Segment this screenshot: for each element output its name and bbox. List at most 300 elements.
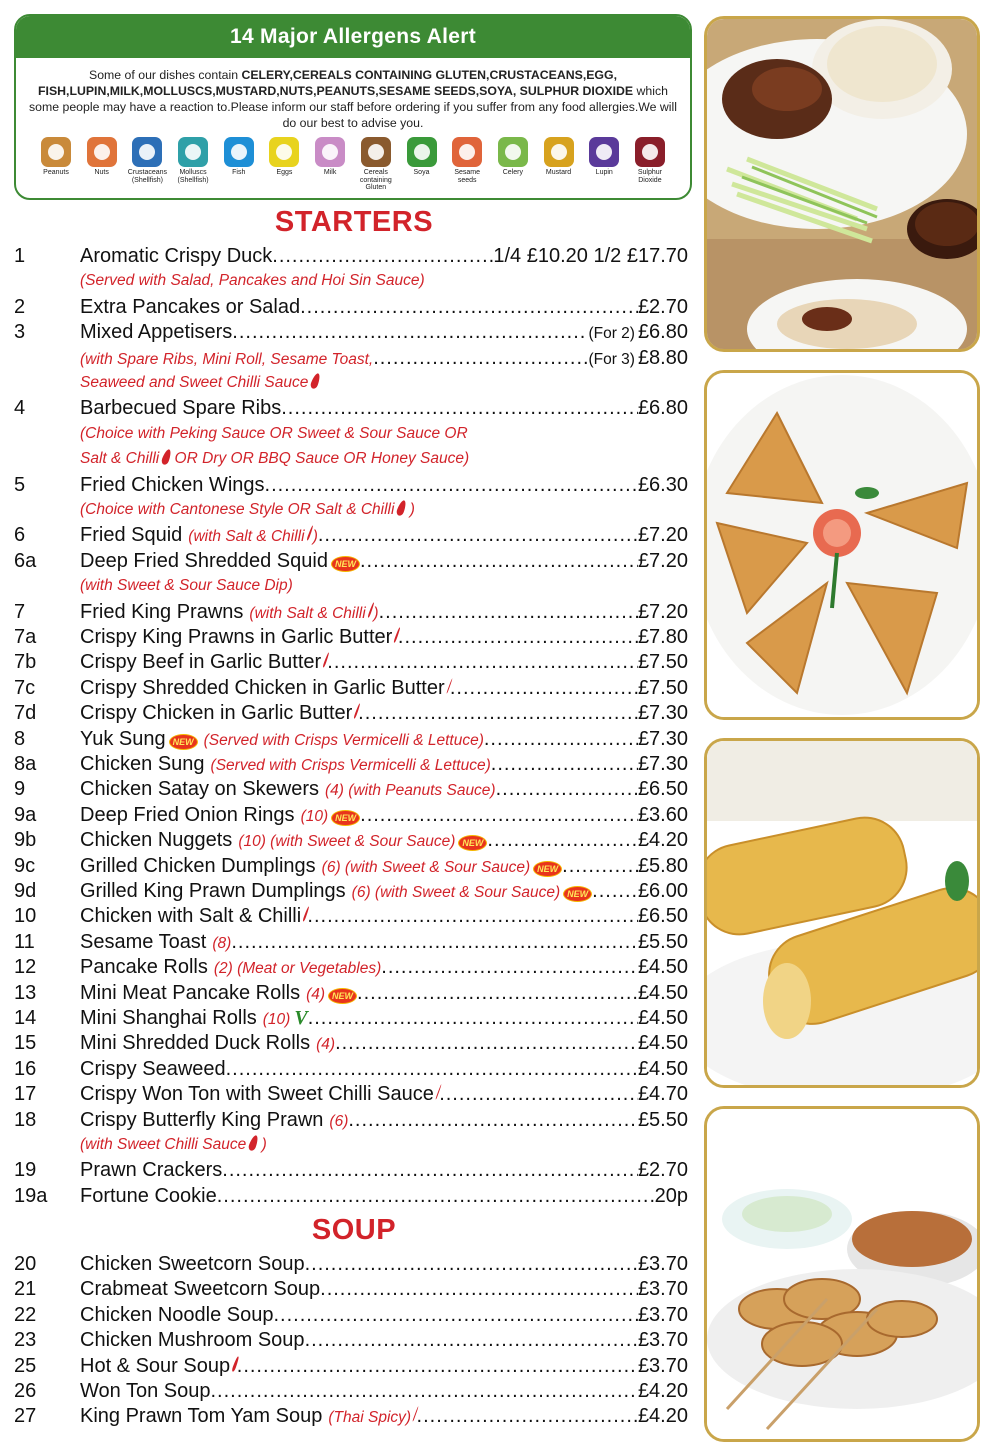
item-price: £7.20 [637,600,688,623]
allergen-icon-label: Molluscs (Shellfish) [177,169,209,184]
item-price: £3.60 [637,803,688,826]
item-name: Grilled King Prawn Dumplings [80,880,346,902]
soya-icon [407,137,437,167]
item-note: (10) [262,1011,291,1028]
menu-item [14,930,688,955]
allergen-icon-label: Soya [413,169,430,176]
menu-item [14,549,688,574]
item-price: £3.70 [637,1329,688,1352]
item-portion: (For 2) [588,325,635,343]
menu-item [14,396,688,421]
item-description-text: (with Sweet Chilli Sauce [80,1136,247,1153]
menu-item [14,879,688,904]
dot-leader [272,244,493,269]
dot-leader [237,1354,638,1379]
item-description [80,422,468,446]
menu-item [14,1158,688,1183]
item-number: 7b [14,651,37,674]
allergen-icon-label: Nuts [94,169,109,176]
menu-item [14,625,688,650]
item-name: Fried Squid [80,524,183,547]
allergen-icon-item [173,137,213,192]
menu-item [14,1184,688,1209]
item-name: Chicken Noodle Soup [80,1303,274,1326]
item-name: Sesame Toast [80,930,207,953]
item-number: 6a [14,549,37,572]
allergen-icon-item [630,137,670,192]
item-number: 17 [14,1083,37,1106]
item-price: £6.50 [637,778,688,801]
item-name: Won Ton Soup [80,1380,211,1402]
item-name: Extra Pancakes or Salad [80,295,301,318]
menu-item [14,777,688,802]
item-note: ) [312,528,318,546]
dot-leader [318,523,638,548]
menu-item [14,320,688,345]
dot-leader [281,396,638,421]
new-badge: NEW [458,835,487,851]
item-price: £7.50 [637,651,688,674]
allergen-list: CELERY,CEREALS CONTAINING GLUTEN,CRUSTACEANS,EGG, FISH,LUPIN,MILK,MOLLUSCS,MUSTARD,NUTS,PEANUTS,SESAME SEEDS,SOYA, SULPHUR DIOXIDE [38,68,634,98]
dot-leader [360,803,638,828]
item-name: Chicken with Salt & Chilli [80,905,302,928]
dot-leader [417,1404,638,1429]
menu-item [14,803,688,828]
item-name: Pancake Rolls [80,956,208,979]
allergen-icon-item [493,137,533,192]
item-name: Prawn Crackers [80,1159,223,1182]
item-number: 26 [14,1380,37,1402]
menu-item [14,1404,688,1429]
item-price: £6.00 [637,880,688,902]
allergen-icon-label: Milk [323,169,337,176]
new-badge: NEW [563,886,592,902]
menu-item [14,295,688,320]
menu-item [14,600,688,625]
item-price: £7.30 [637,727,688,750]
allergen-icon-item [127,137,167,192]
spring-rolls-photo [704,738,980,1088]
allergen-icon-label: Eggs [276,169,293,176]
item-number: 9c [14,854,36,877]
item-note: (2) (Meat or Vegetables) [213,960,382,978]
item-price: £4.50 [637,956,688,979]
allergen-icon-shape [322,144,338,160]
item-description-text: (with Sweet & Sour Sauce Dip) [80,577,293,595]
menu-item [14,828,688,853]
allergen-icon-shape [139,144,155,160]
dot-leader [308,1006,638,1031]
item-price: £6.80 [637,397,688,420]
item-price: 20p [654,1184,688,1207]
item-description [80,1133,267,1157]
allergen-icon-item [447,137,487,192]
allergen-icon-item [584,137,624,192]
item-number: 15 [14,1032,37,1055]
item-name: Yuk Sung [80,727,166,750]
dot-leader [265,473,638,498]
item-number: 9a [14,803,37,826]
allergen-icon-label: Crustaceans (Shellfish) [127,169,168,184]
dot-leader [592,879,638,904]
menu-item [14,701,688,726]
item-number: 10 [14,905,37,928]
new-badge: NEW [331,810,360,826]
item-number: 21 [14,1278,37,1301]
dot-leader [320,1277,638,1302]
menu-item [14,727,688,752]
chilli-icon [310,372,322,389]
item-price: £4.20 [637,829,688,852]
allergen-icon-label: Cereals containing Gluten [359,169,392,191]
allergen-icon-item [82,137,122,192]
item-number: 7a [14,626,37,648]
item-price: £7.30 [637,702,688,725]
dot-leader [562,854,638,879]
item-number: 25 [14,1354,37,1377]
allergen-icon-label: Celery [502,169,523,176]
allergen-icon-item [310,137,350,192]
item-number: 22 [14,1303,37,1326]
item-name: Mixed Appetisers [80,321,233,344]
sesame-icon [452,137,482,167]
item-name: Crispy Shredded Chicken in Garlic Butter [80,676,445,699]
dot-leader [439,1082,638,1107]
allergen-icon-label: Sulphur Dioxide [637,169,662,184]
item-number: 7c [14,676,36,699]
item-description-text: Salt & Chilli [80,450,160,468]
dot-leader [358,701,638,726]
item-name: Fried Chicken Wings [80,473,265,496]
soup-title: SOUP [311,1214,397,1246]
item-name: Chicken Satay on Skewers [80,778,320,801]
dot-leader [226,1057,638,1082]
item-number: 7 [14,600,26,623]
item-price: £5.50 [637,930,688,953]
menu-item [14,955,688,980]
menu-item [14,854,688,879]
item-name: Chicken Sweetcorn Soup [80,1253,305,1275]
allergen-icon-shape [231,144,247,160]
item-name: Crispy Seaweed [80,1057,226,1080]
item-name: King Prawn Tom Yam Soup [80,1405,323,1428]
allergen-icon-shape [551,144,567,160]
item-description [80,498,415,522]
menu-item [14,1379,688,1404]
item-price: £4.50 [637,1007,688,1029]
item-number: 19 [14,1159,37,1182]
allergen-icon-shape [596,144,612,160]
allergen-icon-shape [505,144,521,160]
dot-leader [327,650,638,675]
dot-leader [484,727,638,752]
item-name: Crispy King Prawns in Garlic Butter [80,626,393,648]
item-name: Mini Shanghai Rolls [80,1007,257,1029]
allergen-title: 14 Major Allergens Alert [16,16,690,58]
item-name: Crispy Butterfly King Prawn [80,1108,324,1131]
item-name: Fortune Cookie [80,1184,217,1207]
wheat-icon [361,137,391,167]
allergen-icons-row [16,131,690,192]
item-number: 12 [14,956,37,979]
milk-icon [315,137,345,167]
item-price: 1/4 £10.20 1/2 £17.70 [493,245,688,267]
item-number: 9 [14,778,26,801]
dot-leader [231,930,638,955]
item-number: 13 [14,981,37,1004]
item-note: (4) [316,1036,336,1054]
dot-leader [491,752,638,777]
dot-leader [232,320,588,345]
allergen-icon-item [219,137,259,192]
item-price: £6.80 [637,321,688,344]
allergen-text-pre: Some of our dishes contain [89,68,242,82]
item-name: Crispy Won Ton with Sweet Chilli Sauce [80,1083,434,1106]
item-name: Chicken Sung [80,753,205,775]
item-price: £7.50 [637,676,688,699]
allergen-icon-shape [185,144,201,160]
item-description-text: OR Dry OR BBQ Sauce OR Honey Sauce) [170,450,470,468]
dot-leader [305,1252,638,1277]
menu-item [14,904,688,929]
item-price: £4.20 [637,1405,688,1428]
allergen-icon-label: Sesame seeds [454,169,481,184]
item-note: (10) (with Sweet & Sour Sauce) [238,833,456,851]
item-description [80,371,319,395]
allergen-icon-shape [276,144,292,160]
dot-leader [381,955,638,980]
item-name: Aromatic Crispy Duck [80,245,273,267]
item-number: 9b [14,829,37,852]
item-name: Chicken Mushroom Soup [80,1329,305,1352]
item-note: (6) (with Sweet & Sour Sauce) [351,884,561,901]
peanut-icon [41,137,71,167]
item-price: £3.70 [637,1253,688,1275]
item-price: £3.70 [637,1278,688,1301]
item-number: 14 [14,1007,37,1029]
item-name: Fried King Prawns [80,600,244,623]
item-note: (Served with Crisps Vermicelli & Lettuce) [203,731,484,749]
item-name: Mini Shredded Duck Rolls [80,1032,311,1055]
fish-icon [224,137,254,167]
item-price: £3.70 [637,1354,688,1377]
item-note: (4) (with Peanuts Sauce) [325,782,496,800]
menu-item [14,1031,688,1056]
item-name: Mini Meat Pancake Rolls [80,981,301,1004]
item-price: £7.20 [637,549,688,572]
dot-leader [210,1379,637,1404]
item-number: 27 [14,1405,37,1428]
dot-leader [222,1158,638,1183]
starters-list [14,244,694,1212]
item-number: 7d [14,702,37,725]
dot-leader [379,600,638,625]
wine-icon [635,137,665,167]
item-note: (with Salt & Chilli [249,604,366,622]
item-price: £4.50 [637,1032,688,1055]
item-name: Crabmeat Sweetcorn Soup [80,1278,321,1301]
item-price: £4.50 [637,1057,688,1080]
dot-leader [373,346,588,371]
item-description-text: ) [405,501,415,518]
item-name: Barbecued Spare Ribs [80,397,282,420]
item-number: 18 [14,1108,37,1131]
item-price: £2.70 [637,1159,688,1182]
item-note: (8) [212,934,232,952]
menu-item [14,1252,688,1277]
crispy-duck-photo [704,16,980,352]
item-description [80,574,293,598]
chicken-satay-photo [704,1106,980,1442]
item-description-text: ) [257,1136,267,1153]
item-description-text: (Choice with Peking Sauce OR Sweet & Sour Sauce OR [80,424,468,442]
item-description [80,269,425,293]
allergen-icon-label: Fish [232,169,246,176]
item-note: (6) (with Sweet & Sour Sauce) [321,858,531,876]
item-price: £5.50 [637,1108,688,1131]
egg-icon [269,137,299,167]
nut-icon [87,137,117,167]
item-note: (Thai Spicy) [328,1409,412,1427]
dot-leader [307,904,638,929]
sesame-toast-image [707,373,977,717]
item-price: £6.50 [637,905,688,928]
mustard-icon [544,137,574,167]
vegetarian-icon: V [294,1007,308,1029]
item-number: 19a [14,1184,48,1207]
menu-item [14,346,688,371]
item-name: Crispy Beef in Garlic Butter [80,651,322,674]
menu-item [14,244,688,269]
allergen-icon-item [36,137,76,192]
allergen-icon-item [402,137,442,192]
item-price: £4.50 [637,981,688,1004]
dot-leader [305,1328,638,1353]
item-number: 8 [14,727,26,750]
item-note: (Served with Crisps Vermicelli & Lettuce) [210,757,491,774]
dot-leader [335,1031,638,1056]
item-note: (6) [329,1112,349,1130]
menu-item [14,981,688,1006]
soup-list [14,1252,694,1442]
item-price: £6.30 [637,473,688,496]
dot-leader [217,1184,655,1209]
dot-leader [273,1303,637,1328]
allergen-icon-shape [459,144,475,160]
menu-item [14,752,688,777]
item-description [80,447,469,471]
allergen-icon-shape [414,144,430,160]
item-description-text: (Choice with Cantonese Style OR Salt & Chilli [80,501,395,518]
item-number: 11 [14,930,35,953]
item-number: 16 [14,1057,37,1080]
item-price: £8.80 [637,346,688,369]
item-number: 23 [14,1329,37,1352]
allergen-icon-shape [94,144,110,160]
item-number: 20 [14,1253,37,1275]
new-badge: NEW [328,988,357,1004]
item-number: 9d [14,880,37,902]
dot-leader [300,295,638,320]
shell-icon [178,137,208,167]
allergen-icon-item [356,137,396,192]
dot-leader [360,549,638,574]
item-portion: (For 3) [588,350,635,368]
menu-item [14,1328,688,1353]
dot-leader [398,625,638,650]
allergen-icon-shape [368,144,384,160]
spring-rolls-image [707,741,977,1085]
item-number: 4 [14,397,26,420]
lupin-icon [589,137,619,167]
item-price: £3.70 [637,1303,688,1326]
item-number: 8a [14,753,37,775]
item-number: 5 [14,473,26,496]
menu-item [14,650,688,675]
item-price: £7.20 [637,524,688,547]
crab-icon [132,137,162,167]
allergen-alert-box [14,14,692,200]
allergen-icon-label: Lupin [595,169,613,176]
item-number: 1 [14,245,26,267]
new-badge: NEW [169,734,198,750]
menu-item [14,1006,688,1031]
item-description: (with Spare Ribs, Mini Roll, Sesame Toast, [80,350,374,368]
sesame-toast-photo [704,370,980,720]
celery-icon [498,137,528,167]
item-price: £2.70 [637,295,688,318]
item-price: £5.80 [637,854,688,877]
dot-leader [357,981,638,1006]
item-note: (4) [306,985,326,1003]
item-number: 2 [14,295,26,318]
menu-item [14,523,688,548]
dot-leader [348,1108,638,1133]
item-description-text: (Served with Salad, Pancakes and Hoi Sin Sauce) [80,272,425,290]
allergen-icon-item [264,137,304,192]
item-number: 3 [14,321,26,344]
item-price: £4.70 [637,1083,688,1106]
item-note: (with Salt & Chilli [188,528,305,546]
dot-leader [487,828,638,853]
new-badge: NEW [533,861,562,877]
item-note: ) [373,604,379,622]
menu-item [14,1108,688,1133]
menu-item [14,1277,688,1302]
item-name: Deep Fried Onion Rings [80,803,295,826]
dot-leader [496,777,638,802]
menu-item [14,1303,688,1328]
item-description-text: Seaweed and Sweet Chilli Sauce [80,374,309,391]
menu-item [14,1057,688,1082]
allergen-icon-item [539,137,579,192]
allergen-text [16,58,690,131]
crispy-duck-image [707,19,977,349]
item-number: 6 [14,524,26,547]
allergen-icon-shape [642,144,658,160]
allergen-icon-shape [48,144,64,160]
item-price: £7.30 [637,753,688,775]
item-name: Chicken Nuggets [80,829,233,852]
item-price: £7.80 [637,626,688,648]
menu-item [14,1354,688,1379]
menu-item [14,676,688,701]
menu-item [14,1082,688,1107]
dot-leader [450,676,638,701]
starters-title: STARTERS [274,206,434,238]
menu-item [14,473,688,498]
allergen-text-post: which some people may have a reaction to.Please inform our staff before ordering if you suffer from any food allergies.We will do our best to advise you. [29,84,677,130]
